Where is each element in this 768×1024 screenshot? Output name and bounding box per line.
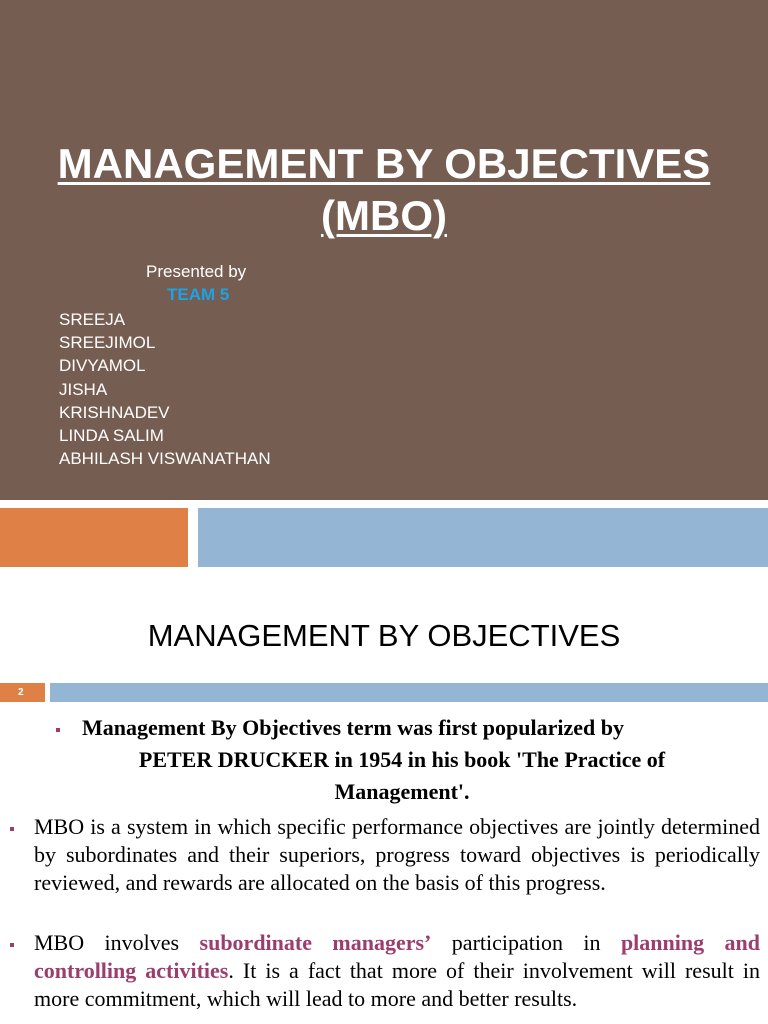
bullet-1-line-1: Management By Objectives term was first popularized by	[82, 715, 624, 740]
team-name: TEAM 5	[167, 285, 230, 304]
team-member: LINDA SALIM	[59, 426, 164, 446]
team-members-list	[59, 308, 271, 470]
presented-by-label: Presented by	[146, 262, 247, 281]
highlight-planning-controlling: planning and controlling activities	[34, 930, 760, 983]
slide-1-title	[0, 138, 768, 242]
slide-1	[0, 0, 768, 500]
bullet-3-text: MBO involves	[34, 930, 200, 955]
highlight-subordinate-managers: subordinate managers’	[199, 930, 432, 955]
slide-number-badge: 2	[0, 683, 45, 702]
bullet-square-icon	[10, 827, 14, 831]
slide-1-divider	[0, 500, 768, 508]
team-member: JISHA	[59, 379, 108, 399]
team-member: ABHILASH VISWANATHAN	[59, 449, 271, 469]
slide-2-title: MANAGEMENT BY OBJECTIVES	[147, 618, 621, 653]
slide-1-orange-accent	[0, 508, 188, 567]
title-line-1: MANAGEMENT BY OBJECTIVES	[57, 140, 711, 187]
bullet-3-text: participation in	[431, 930, 621, 955]
slide-2-blue-bar	[50, 683, 768, 702]
bullet-1-rest: PETER DRUCKER in 1954 in his book 'The Practice of Management'.	[138, 747, 666, 804]
slide-1-blue-accent	[198, 508, 768, 567]
team-member: DIVYAMOL	[59, 356, 146, 376]
bullet-square-icon	[56, 728, 60, 732]
bullet-square-icon	[10, 943, 14, 947]
bullet-2: MBO is a system in which specific performance objectives are jointly determined by subordinates and their superiors, progress toward objectives is periodically reviewed, and rewards are allocated on the basis of this progress.	[34, 814, 760, 895]
team-member: SREEJIMOL	[59, 333, 156, 353]
team-member: SREEJA	[59, 310, 126, 329]
bullet-3-text: . It is a fact that more of their involvement will result in more commitment, which will lead to more and better results.	[34, 958, 760, 1011]
bullet-3	[34, 929, 760, 1013]
bullet-1	[82, 712, 722, 808]
title-line-2: (MBO)	[321, 192, 447, 239]
team-member: KRISHNADEV	[59, 402, 170, 422]
